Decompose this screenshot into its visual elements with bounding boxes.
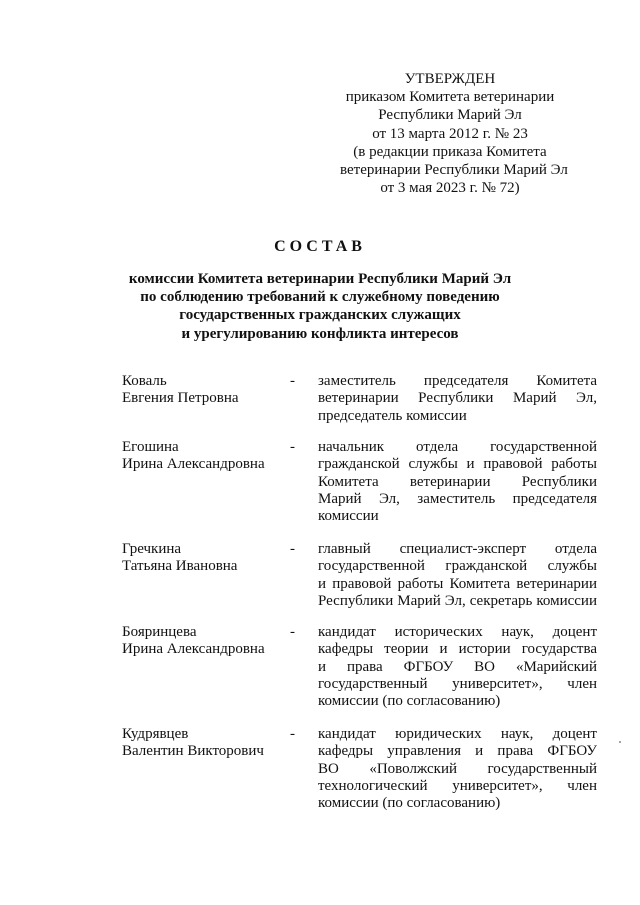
approval-line: приказом Комитета ветеринарии: [345, 89, 555, 106]
subtitle-line: комиссии Комитета ветеринарии Республики Марий Эл: [128, 271, 512, 287]
member-name: [122, 726, 264, 761]
role-line: кафедры управления и права ФГБОУ: [318, 743, 597, 760]
member-given-names: Валентин Викторович: [122, 743, 264, 760]
role-line: комиссии (по согласованию): [318, 693, 501, 710]
approval-line: УТВЕРЖДЕН: [404, 71, 496, 87]
role-line: технологический университет», член: [318, 777, 597, 794]
subtitle-line: по соблюдению требований к служебному поведению: [140, 289, 500, 306]
role-line: и права ФГБОУ ВО «Марийский: [318, 658, 597, 675]
approval-line: (в редакции приказа Комитета: [353, 143, 547, 160]
approval-line: от 13 марта 2012 г. № 23: [372, 125, 528, 142]
document-subtitle: [0, 270, 640, 343]
member-role: [318, 439, 597, 525]
member-name: [122, 624, 265, 659]
approval-line: от 3 мая 2023 г. № 72): [380, 180, 520, 197]
member-dash: -: [290, 439, 295, 455]
member-surname: Гречкина: [122, 541, 182, 557]
subtitle-line: государственных гражданских служащих: [179, 307, 461, 324]
member-dash: -: [290, 373, 295, 389]
member-name: [122, 439, 265, 474]
member-role: [318, 373, 597, 425]
member-dash: -: [290, 726, 295, 742]
member-dash: -: [290, 624, 295, 640]
role-line: и правовой работы Комитета ветеринарии: [318, 575, 597, 592]
member-given-names: Татьяна Ивановна: [122, 558, 238, 575]
role-line: кандидат юридических наук, доцент: [318, 726, 597, 742]
subtitle-line: и урегулированию конфликта интересов: [181, 325, 459, 342]
role-line: комиссии (по согласованию): [318, 795, 501, 812]
role-line: гражданской службы и правовой работы: [318, 456, 597, 473]
role-line: заместитель председателя Комитета: [318, 373, 597, 389]
role-line: кандидат исторических наук, доцент: [318, 624, 597, 640]
member-surname: Егошина: [122, 439, 179, 455]
role-line: ветеринарии Республики Марий Эл,: [318, 390, 597, 407]
approval-line: Республики Марий Эл: [378, 107, 522, 124]
role-line: Республики Марий Эл, секретарь комиссии: [318, 592, 597, 609]
member-name: [122, 373, 239, 408]
role-line: комиссии: [318, 508, 379, 525]
member-given-names: Ирина Александровна: [122, 456, 265, 473]
member-dash: -: [290, 541, 295, 557]
approval-block: [340, 70, 568, 197]
approval-line: ветеринарии Республики Марий Эл: [340, 162, 568, 179]
scan-speck: [619, 741, 621, 743]
role-line: председатель комиссии: [318, 407, 467, 424]
role-line: государственной гражданской службы: [318, 558, 597, 575]
member-role: [318, 624, 597, 710]
role-line: государственный университет», член: [318, 675, 597, 692]
member-name: [122, 541, 237, 576]
member-surname: Кудрявцев: [122, 726, 189, 742]
role-line: Марий Эл, заместитель председателя: [318, 490, 597, 507]
member-role: [318, 726, 597, 812]
role-line: кафедры теории и истории государства: [318, 641, 597, 658]
member-given-names: Евгения Петровна: [122, 390, 239, 407]
role-line: начальник отдела государственной: [318, 439, 597, 455]
member-given-names: Ирина Александровна: [122, 641, 265, 658]
member-role: [318, 541, 597, 610]
member-surname: Бояринцева: [122, 624, 197, 640]
role-line: Комитета ветеринарии Республики: [318, 473, 597, 490]
role-line: главный специалист-эксперт отдела: [318, 541, 597, 557]
member-surname: Коваль: [122, 373, 167, 389]
document-title: СОСТАВ: [274, 238, 366, 255]
role-line: ВО «Поволжский государственный: [318, 760, 597, 777]
